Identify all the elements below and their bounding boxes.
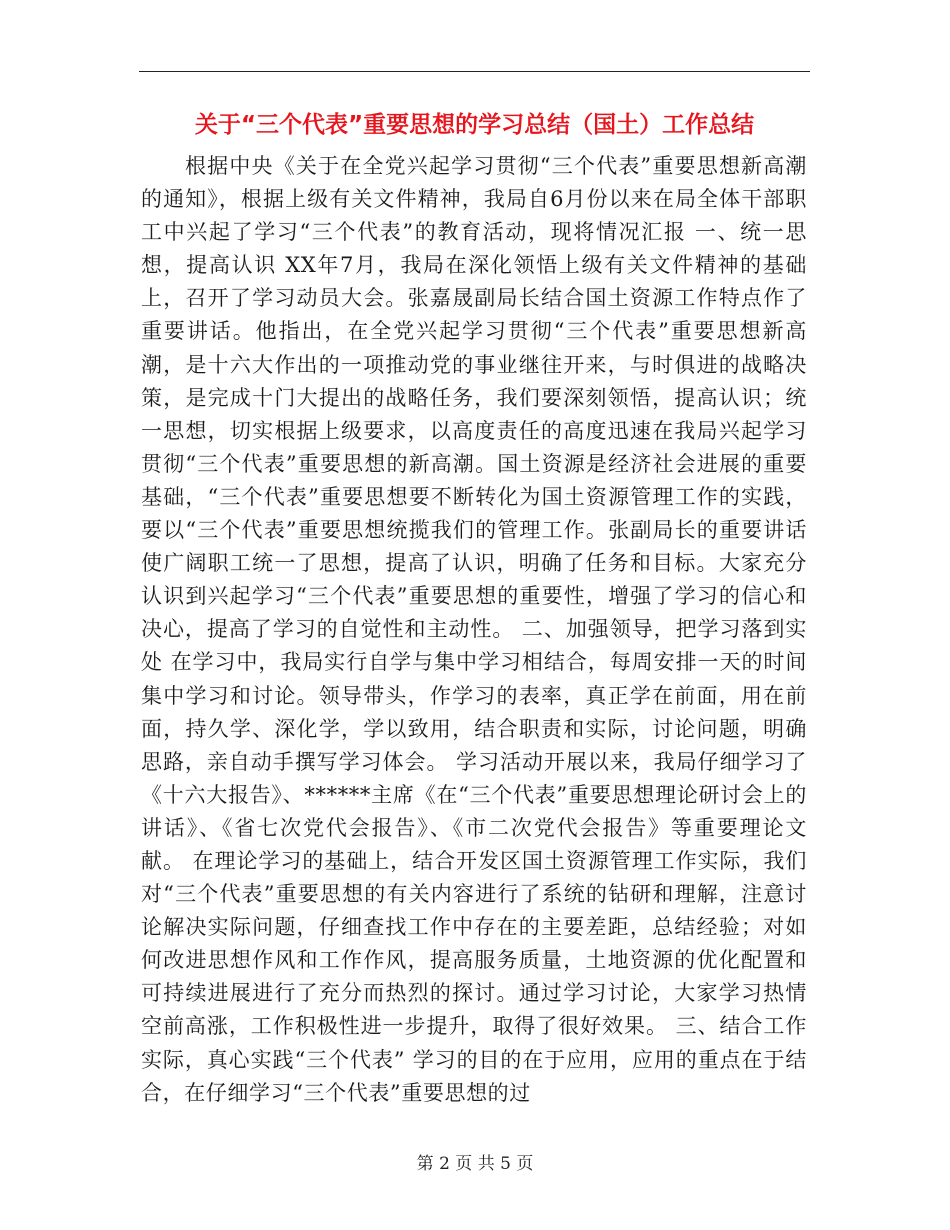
header-rule	[139, 71, 810, 72]
document-title: 关于“三个代表”重要思想的学习总结（国土）工作总结	[194, 112, 755, 138]
document-body: 根据中央《关于在全党兴起学习贯彻“三个代表”重要思想新高潮的通知》，根据上级有关文件精神，我局自6月份以来在局全体干部职工中兴起了学习“三个代表”的教育活动，现将情况汇报 一、统一思想，提高认识 XX年7月，我局在深化领悟上级有关文件精神的基础上，召开了学习动员大会。张嘉晟副局长结合国土资源工作特点作了重要讲话。他指出，在全党兴起学习贯彻“三个代表”重要思想新高潮，是十六大作出的一项推动党的事业继往开来，与时俱进的战略决策，是完成十门大提出的战略任务，我们要深刻领悟，提高认识；统一思想，切实根据上级要求，以高度责任的高度迅速在我局兴起学习贯彻“三个代表”重要思想的新高潮。国土资源是经济社会进展的重要基础，“三个代表”重要思想要不断转化为国土资源管理工作的实践，要以“三个代表”重要思想统揽我们的管理工作。张副局长的重要讲话使广阔职工统一了思想，提高了认识，明确了任务和目标。大家充分认识到兴起学习“三个代表”重要思想的重要性，增强了学习的信心和决心，提高了学习的自觉性和主动性。 二、加强领导，把学习落到实处 在学习中，我局实行自学与集中学习相结合，每周安排一天的时间集中学习和讨论。领导带头，作学习的表率，真正学在前面，用在前面，持久学、深化学，学以致用，结合职责和实际，讨论问题，明确思路，亲自动手撰写学习体会。 学习活动开展以来，我局仔细学习了《十六大报告》、******主席《在“三个代表”重要思想理论研讨会上的讲话》、《省七次党代会报告》、《市二次党代会报告》等重要理论文献。 在理论学习的基础上，结合开发区国土资源管理工作实际，我们对“三个代表”重要思想的有关内容进行了系统的钻研和理解，注意讨论解决实际问题，仔细查找工作中存在的主要差距，总结经验；对如何改进思想作风和工作作风，提高服务质量，土地资源的优化配置和可持续进展进行了充分而热烈的探讨。通过学习讨论，大家学习热情空前高涨，工作积极性进一步提升，取得了很好效果。 三、结合工作实际，真心实践“三个代表” 学习的目的在于应用，应用的重点在于结合，在仔细学习“三个代表”重要思想的过	[141, 154, 807, 1105]
page-number-footer: 第 2 页 共 5 页	[416, 1154, 534, 1174]
